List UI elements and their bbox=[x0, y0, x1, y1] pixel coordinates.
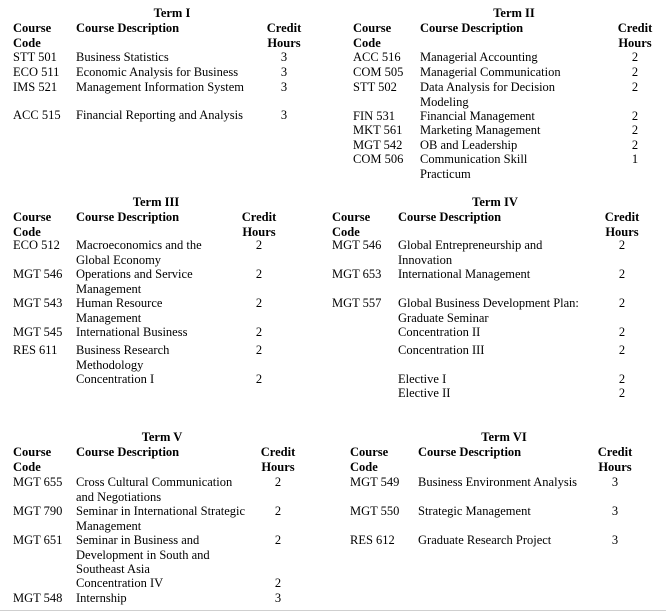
credit-hours: 2 bbox=[631, 109, 639, 123]
header-course: Course bbox=[332, 210, 371, 224]
course-description: Seminar in International Strategic Management bbox=[76, 504, 246, 533]
header-credit: Credit bbox=[597, 445, 633, 459]
header-course: Course bbox=[353, 21, 392, 35]
credit-hours: 2 bbox=[255, 296, 263, 310]
header-course-description: Course Description bbox=[420, 21, 524, 35]
course-description: Managerial Accounting bbox=[420, 50, 538, 64]
course-code: MGT 557 bbox=[332, 296, 382, 310]
credit-hours: 3 bbox=[611, 504, 619, 518]
term-title: Term II bbox=[493, 6, 535, 20]
course-description: Business Research Methodology bbox=[76, 343, 170, 372]
course-description: OB and Leadership bbox=[420, 138, 518, 152]
course-code: ECO 511 bbox=[13, 65, 60, 79]
credit-hours: 2 bbox=[618, 343, 626, 357]
header-course-description: Course Description bbox=[398, 210, 502, 224]
course-description: Economic Analysis for Business bbox=[76, 65, 239, 79]
credit-hours: 2 bbox=[631, 123, 639, 137]
credit-hours: 2 bbox=[274, 533, 282, 547]
credit-hours: 3 bbox=[280, 80, 288, 94]
course-description: Graduate Research Project bbox=[418, 533, 552, 547]
credit-hours: 1 bbox=[631, 152, 639, 166]
credit-hours: 3 bbox=[280, 50, 288, 64]
course-description: Operations and Service Management bbox=[76, 267, 193, 296]
header-course-description: Course Description bbox=[76, 21, 180, 35]
credit-hours: 2 bbox=[255, 325, 263, 339]
course-code: RES 611 bbox=[13, 343, 58, 357]
header-course-description: Course Description bbox=[76, 445, 180, 459]
header-hours: Hours bbox=[267, 35, 301, 50]
credit-hours: 2 bbox=[631, 50, 639, 64]
credit-hours: 2 bbox=[255, 267, 263, 281]
credit-hours: 2 bbox=[618, 325, 626, 339]
header-course: Course bbox=[350, 445, 389, 459]
course-code: MGT 545 bbox=[13, 325, 63, 339]
credit-hours: 3 bbox=[611, 475, 619, 489]
credit-hours: 2 bbox=[631, 138, 639, 152]
term-title: Term IV bbox=[472, 195, 518, 209]
credit-hours: 3 bbox=[611, 533, 619, 547]
course-description: Cross Cultural Communication and Negotiations bbox=[76, 475, 233, 504]
course-code: ACC 516 bbox=[353, 50, 401, 64]
course-code: COM 506 bbox=[353, 152, 404, 166]
credit-hours: 2 bbox=[618, 386, 626, 400]
header-credit: Credit bbox=[241, 210, 277, 224]
header-credit: Credit bbox=[260, 445, 296, 459]
course-code: ECO 512 bbox=[13, 238, 60, 252]
header-code: Code bbox=[353, 35, 381, 50]
course-code: MKT 561 bbox=[353, 123, 403, 137]
course-code: MGT 546 bbox=[332, 238, 382, 252]
course-description: Business Environment Analysis bbox=[418, 475, 578, 489]
course-code: MGT 549 bbox=[350, 475, 400, 489]
header-course: Course bbox=[13, 445, 52, 459]
course-description: Marketing Management bbox=[420, 123, 541, 137]
header-course: Course bbox=[13, 21, 52, 35]
header-code: Code bbox=[332, 224, 360, 239]
course-description: Concentration II bbox=[398, 325, 481, 339]
course-code: MGT 550 bbox=[350, 504, 400, 518]
course-description: Concentration I bbox=[76, 372, 155, 386]
course-description: Strategic Management bbox=[418, 504, 531, 518]
header-code: Code bbox=[13, 35, 41, 50]
course-code: IMS 521 bbox=[13, 80, 58, 94]
course-code: STT 502 bbox=[353, 80, 397, 94]
course-description: International Management bbox=[398, 267, 531, 281]
course-description: Financial Reporting and Analysis bbox=[76, 108, 243, 122]
credit-hours: 2 bbox=[255, 372, 263, 386]
term-title: Term I bbox=[153, 6, 191, 20]
course-description: Human Resource Management bbox=[76, 296, 163, 325]
term-title: Term V bbox=[141, 430, 183, 444]
course-code: MGT 546 bbox=[13, 267, 63, 281]
header-code: Code bbox=[13, 459, 41, 474]
course-code: FIN 531 bbox=[353, 109, 396, 123]
course-code: COM 505 bbox=[353, 65, 404, 79]
course-description: Global Entrepreneurship and Innovation bbox=[398, 238, 543, 267]
header-code: Code bbox=[350, 459, 378, 474]
course-description: International Business bbox=[76, 325, 188, 339]
course-code: MGT 542 bbox=[353, 138, 403, 152]
course-description: Concentration IV bbox=[76, 576, 164, 590]
course-code: RES 612 bbox=[350, 533, 395, 547]
course-code: MGT 548 bbox=[13, 591, 63, 605]
header-credit: Credit bbox=[266, 21, 302, 35]
term-title: Term III bbox=[132, 195, 180, 209]
header-hours: Hours bbox=[618, 35, 652, 50]
credit-hours: 2 bbox=[618, 372, 626, 386]
credit-hours: 3 bbox=[280, 108, 288, 122]
course-description: Management Information System bbox=[76, 80, 245, 94]
credit-hours: 2 bbox=[274, 475, 282, 489]
course-description: Managerial Communication bbox=[420, 65, 561, 79]
header-course-description: Course Description bbox=[76, 210, 180, 224]
credit-hours: 2 bbox=[631, 65, 639, 79]
header-course: Course bbox=[13, 210, 52, 224]
credit-hours: 2 bbox=[274, 576, 282, 590]
course-description: Elective II bbox=[398, 386, 451, 400]
credit-hours: 3 bbox=[274, 591, 282, 605]
header-hours: Hours bbox=[598, 459, 632, 474]
course-code: MGT 653 bbox=[332, 267, 382, 281]
header-hours: Hours bbox=[261, 459, 295, 474]
course-code: MGT 790 bbox=[13, 504, 63, 518]
course-description: Global Business Development Plan: Graduate Seminar bbox=[398, 296, 579, 325]
header-hours: Hours bbox=[605, 224, 639, 239]
credit-hours: 2 bbox=[274, 504, 282, 518]
course-description: Macroeconomics and the Global Economy bbox=[76, 238, 202, 267]
course-code: STT 501 bbox=[13, 50, 57, 64]
course-description: Financial Management bbox=[420, 109, 535, 123]
credit-hours: 2 bbox=[255, 238, 263, 252]
section-divider bbox=[0, 186, 666, 187]
header-code: Code bbox=[13, 224, 41, 239]
section-divider bbox=[0, 421, 666, 422]
credit-hours: 2 bbox=[255, 343, 263, 357]
credit-hours: 2 bbox=[618, 267, 626, 281]
header-credit: Credit bbox=[617, 21, 653, 35]
term-title: Term VI bbox=[481, 430, 527, 444]
course-description: Communication Skill Practicum bbox=[420, 152, 528, 181]
course-description: Concentration III bbox=[398, 343, 485, 357]
credit-hours: 3 bbox=[280, 65, 288, 79]
course-description: Data Analysis for Decision Modeling bbox=[420, 80, 556, 109]
course-description: Business Statistics bbox=[76, 50, 169, 64]
credit-hours: 2 bbox=[618, 238, 626, 252]
course-description: Elective I bbox=[398, 372, 447, 386]
header-course-description: Course Description bbox=[418, 445, 522, 459]
course-code: MGT 543 bbox=[13, 296, 63, 310]
course-description: Seminar in Business and Development in South and Southeast Asia bbox=[76, 533, 210, 576]
header-hours: Hours bbox=[242, 224, 276, 239]
course-description: Internship bbox=[76, 591, 127, 605]
credit-hours: 2 bbox=[631, 80, 639, 94]
course-code: MGT 651 bbox=[13, 533, 63, 547]
credit-hours: 2 bbox=[618, 296, 626, 310]
course-code: ACC 515 bbox=[13, 108, 61, 122]
course-code: MGT 655 bbox=[13, 475, 63, 489]
header-credit: Credit bbox=[604, 210, 640, 224]
